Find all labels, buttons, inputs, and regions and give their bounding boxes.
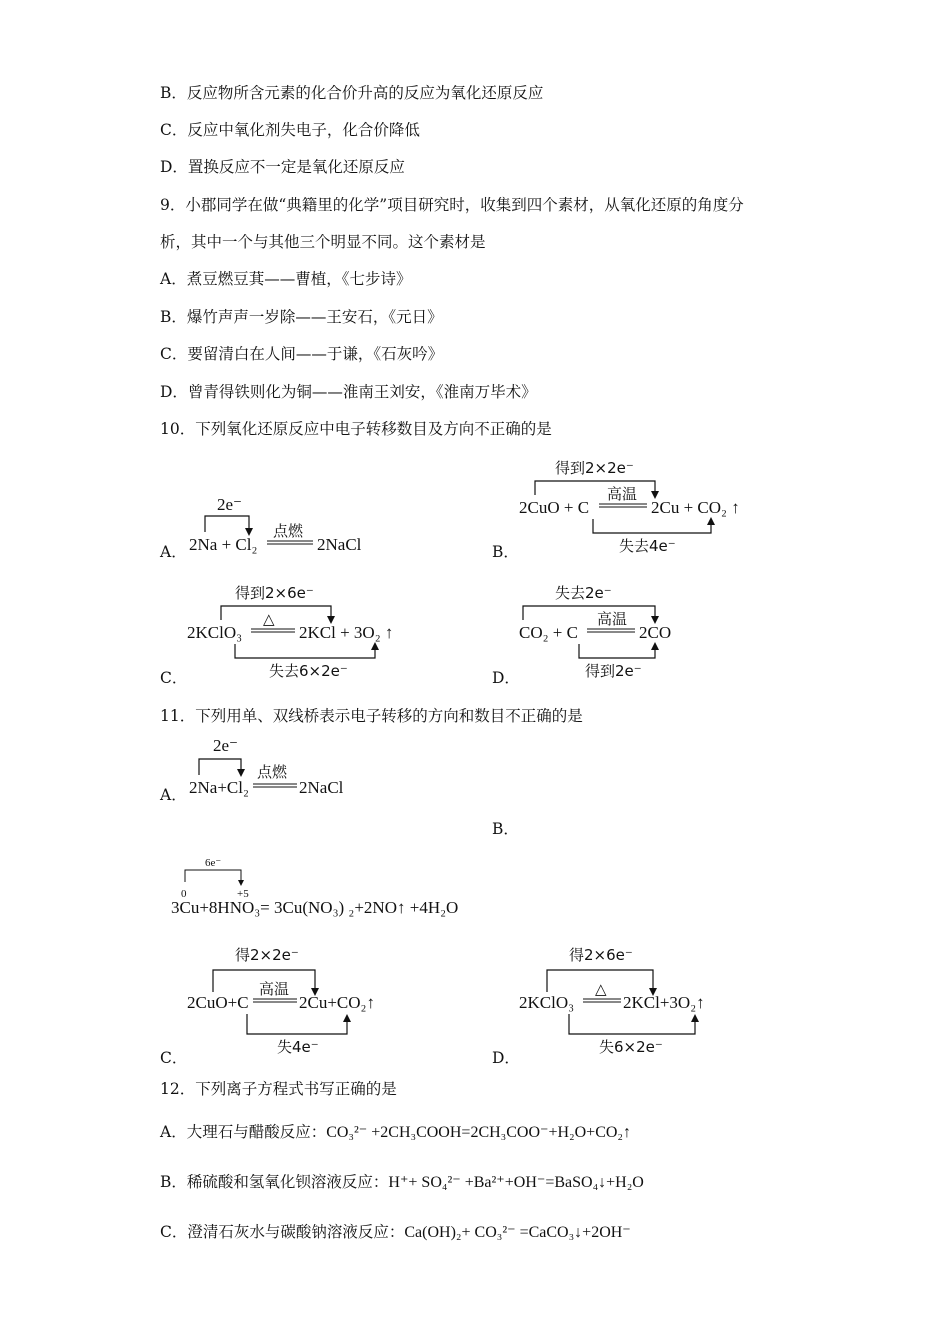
q10-d-condition: 高温: [597, 610, 628, 628]
q9-option-b: B．爆竹声声一岁除——王安石，《元日》: [160, 308, 443, 326]
q11-b-equation: [165, 852, 505, 926]
q8-option-d: D．置换反应不一定是氧化还原反应: [160, 158, 405, 176]
q11-c-equation: [183, 940, 423, 1064]
q11-c-rhs: 2Cu+CO₂↑: [299, 993, 375, 1012]
q9-option-d: D．曾青得铁则化为铜——淮南王刘安，《淮南万毕术》: [160, 383, 537, 401]
q10-c-lhs: 2KClO₃: [187, 623, 243, 642]
q11-c-condition: 高温: [259, 980, 290, 998]
q9-stem-line2: 析，其中一个与其他三个明显不同。这个素材是: [160, 233, 486, 251]
q11-a-lhs: 2Na+Cl₂: [189, 778, 249, 797]
q11-c-lhs: 2CuO+C: [187, 993, 249, 1012]
q12-stem: 12．下列离子方程式书写正确的是: [160, 1080, 397, 1098]
q12-b-label: B．稀硫酸和氢氧化钡溶液反应：: [160, 1173, 389, 1191]
q10-b-letter: B．: [492, 543, 519, 561]
q11-a-equation: [185, 733, 385, 807]
q12-a-label: A．大理石与醋酸反应：: [160, 1123, 327, 1141]
q11-a-rhs: 2NaCl: [299, 778, 344, 797]
q10-a-rhs: 2NaCl: [317, 535, 362, 554]
q11-d-loss: 失6×2e⁻: [599, 1038, 663, 1056]
q10-b-rhs: 2Cu + CO₂ ↑: [651, 498, 740, 517]
q11-b-ox-cu: 0: [181, 888, 187, 900]
q11-c-loss: 失4e⁻: [277, 1038, 319, 1056]
q11-d-letter: D．: [492, 1049, 520, 1067]
q10-b-condition: 高温: [607, 485, 638, 503]
q11-d-equation: [515, 940, 745, 1064]
q9-stem-line1: 9．小郡同学在做“典籍里的化学”项目研究时，收集到四个素材，从氧化还原的角度分: [160, 196, 744, 214]
q8-option-b: B．反应物所含元素的化合价升高的反应为氧化还原反应: [160, 84, 544, 102]
q10-c-equation: [183, 578, 443, 692]
q11-a-letter: A．: [160, 786, 187, 804]
q10-d-letter: D．: [492, 669, 520, 687]
q11-a-condition: 点燃: [257, 763, 288, 781]
q10-c-loss: 失去6×2e⁻: [269, 662, 348, 680]
q10-a-lhs: 2Na + Cl₂: [189, 535, 258, 554]
q11-d-rhs: 2KCl+3O₂↑: [623, 993, 705, 1012]
q12-option-b: [160, 1170, 644, 1192]
q12-b-equation: H⁺+ SO₄²⁻ +Ba²⁺+OH⁻=BaSO₄↓+H₂O: [388, 1174, 644, 1191]
q10-b-loss: 失去4e⁻: [619, 537, 676, 555]
q10-a-condition: 点燃: [273, 522, 304, 540]
q11-d-lhs: 2KClO₃: [519, 993, 575, 1012]
q11-stem: 11．下列用单、双线桥表示电子转移的方向和数目不正确的是: [160, 707, 583, 725]
q10-a-letter: A．: [160, 543, 187, 561]
q12-option-a: [160, 1120, 631, 1142]
q10-a-equation: [185, 490, 385, 564]
q11-b-ox-n: +5: [237, 888, 249, 900]
q10-b-gain: 得到2×2e⁻: [555, 459, 634, 477]
q10-c-condition: △: [263, 610, 275, 628]
q11-b-letter: B．: [492, 820, 519, 838]
q11-b-electron: 6e⁻: [205, 857, 222, 869]
q12-c-label: C．澄清石灰水与碳酸钠溶液反应：: [160, 1223, 405, 1241]
q11-a-electron: 2e⁻: [213, 736, 239, 755]
q8-option-c: C．反应中氧化剂失电子，化合价降低: [160, 121, 420, 139]
q10-c-letter: C．: [160, 669, 188, 687]
q10-d-gain: 得到2e⁻: [585, 662, 642, 680]
q12-a-equation: CO₃²⁻ +2CH₃COOH=2CH₃COO⁻+H₂O+CO₂↑: [326, 1124, 632, 1141]
q10-stem: 10．下列氧化还原反应中电子转移数目及方向不正确的是: [160, 420, 552, 438]
q9-option-a: A．煮豆燃豆萁——曹植，《七步诗》: [160, 270, 412, 288]
q10-a-electron: 2e⁻: [217, 495, 243, 514]
q10-d-rhs: 2CO: [639, 623, 672, 642]
q12-option-c: [160, 1220, 631, 1242]
q11-c-gain: 得2×2e⁻: [235, 946, 299, 964]
q11-d-condition: △: [595, 980, 607, 998]
q10-b-lhs: 2CuO + C: [519, 498, 590, 517]
q10-d-equation: [515, 578, 715, 692]
q12-c-equation: Ca(OH)₂+ CO₃²⁻ =CaCO₃↓+2OH⁻: [404, 1224, 631, 1241]
q10-c-rhs: 2KCl + 3O₂ ↑: [299, 623, 394, 642]
q10-b-equation: [515, 453, 775, 567]
q11-c-letter: C．: [160, 1049, 188, 1067]
q10-d-loss: 失去2e⁻: [555, 584, 612, 602]
q11-b-eq: 3Cu+8HNO₃= 3Cu(NO₃) ₂+2NO↑ +4H₂O: [171, 898, 459, 917]
q11-d-gain: 得2×6e⁻: [569, 946, 633, 964]
q10-d-lhs: CO₂ + C: [519, 623, 578, 642]
q9-option-c: C．要留清白在人间——于谦，《石灰吟》: [160, 345, 444, 363]
q10-c-gain: 得到2×6e⁻: [235, 584, 314, 602]
